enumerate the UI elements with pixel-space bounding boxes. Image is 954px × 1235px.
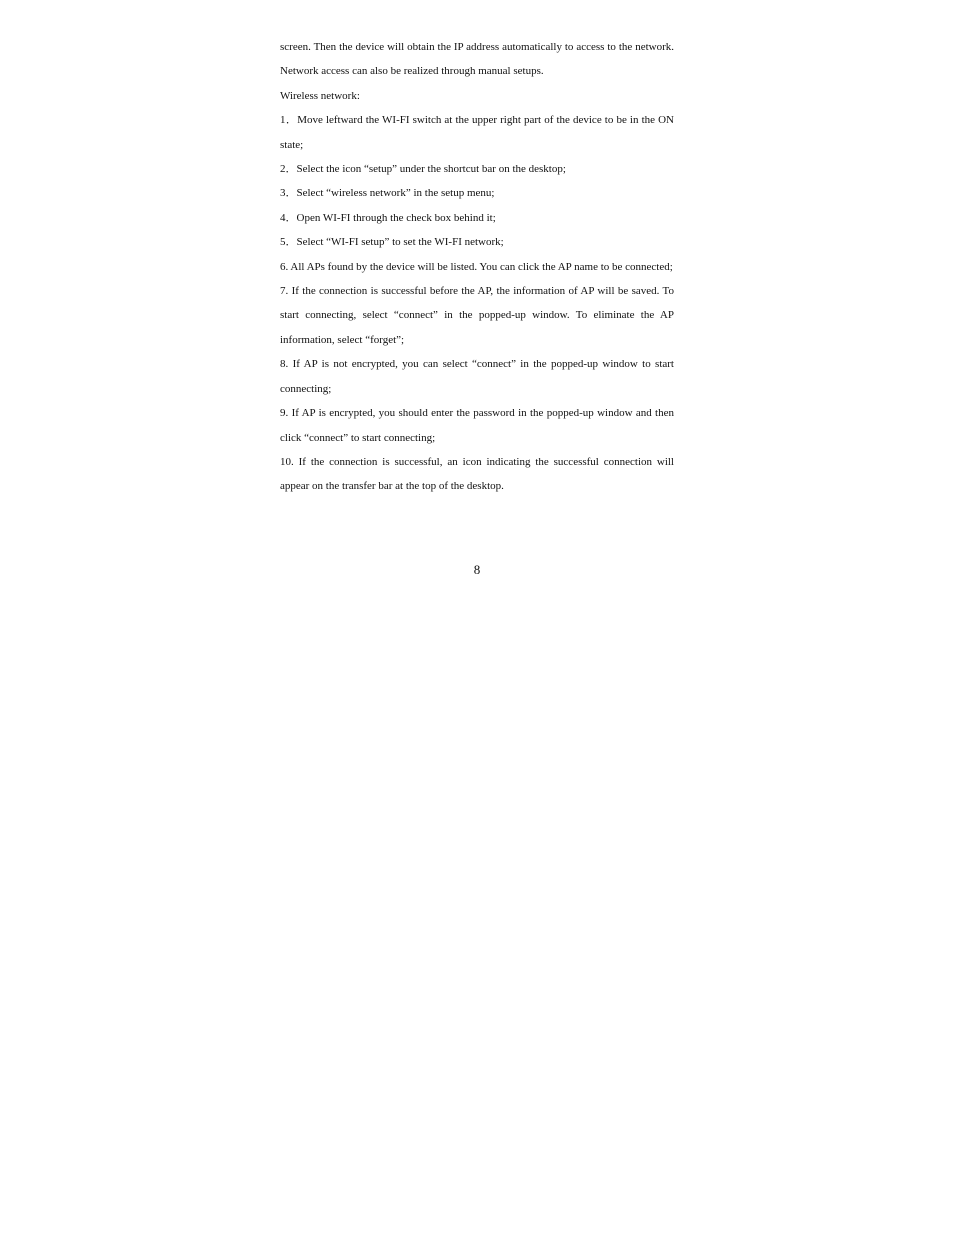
step-8: 8. If AP is not encrypted, you can select “connect” in the popped-up window to start connecting; (280, 358, 674, 395)
paragraph-network-access: screen. Then the device will obtain the IP address automatically to access to the network. Network access can also be realized through manual setups. (280, 41, 674, 78)
step-1: 1．Move leftward the WI-FI switch at the upper right part of the device to be in the ON state; (280, 114, 674, 151)
page-body (280, 35, 674, 499)
paragraph-wireless-heading: Wireless network: (280, 89, 360, 102)
step-6: 6. All APs found by the device will be listed. You can click the AP name to be connected; (280, 260, 673, 273)
step-10: 10. If the connection is successful, an icon indicating the successful connection will appear on the transfer bar at the top of the desktop. (280, 455, 674, 493)
step-7: 7. If the connection is successful before the AP, the information of AP will be saved. To start connecting, select “connect” in the popped-up window. To eliminate the AP information, select “forget”; (280, 285, 674, 346)
step-4: 4．Open WI-FI through the check box behind it; (280, 211, 496, 224)
page-number: 8 (473, 562, 481, 577)
step-5: 5．Select “WI-FI setup” to set the WI-FI network; (280, 236, 504, 249)
step-2: 2．Select the icon “setup” under the shortcut bar on the desktop; (280, 163, 566, 176)
step-3: 3．Select “wireless network” in the setup menu; (280, 187, 495, 200)
step-9: 9. If AP is encrypted, you should enter the password in the popped-up window and then click “connect” to start connecting; (280, 407, 674, 444)
